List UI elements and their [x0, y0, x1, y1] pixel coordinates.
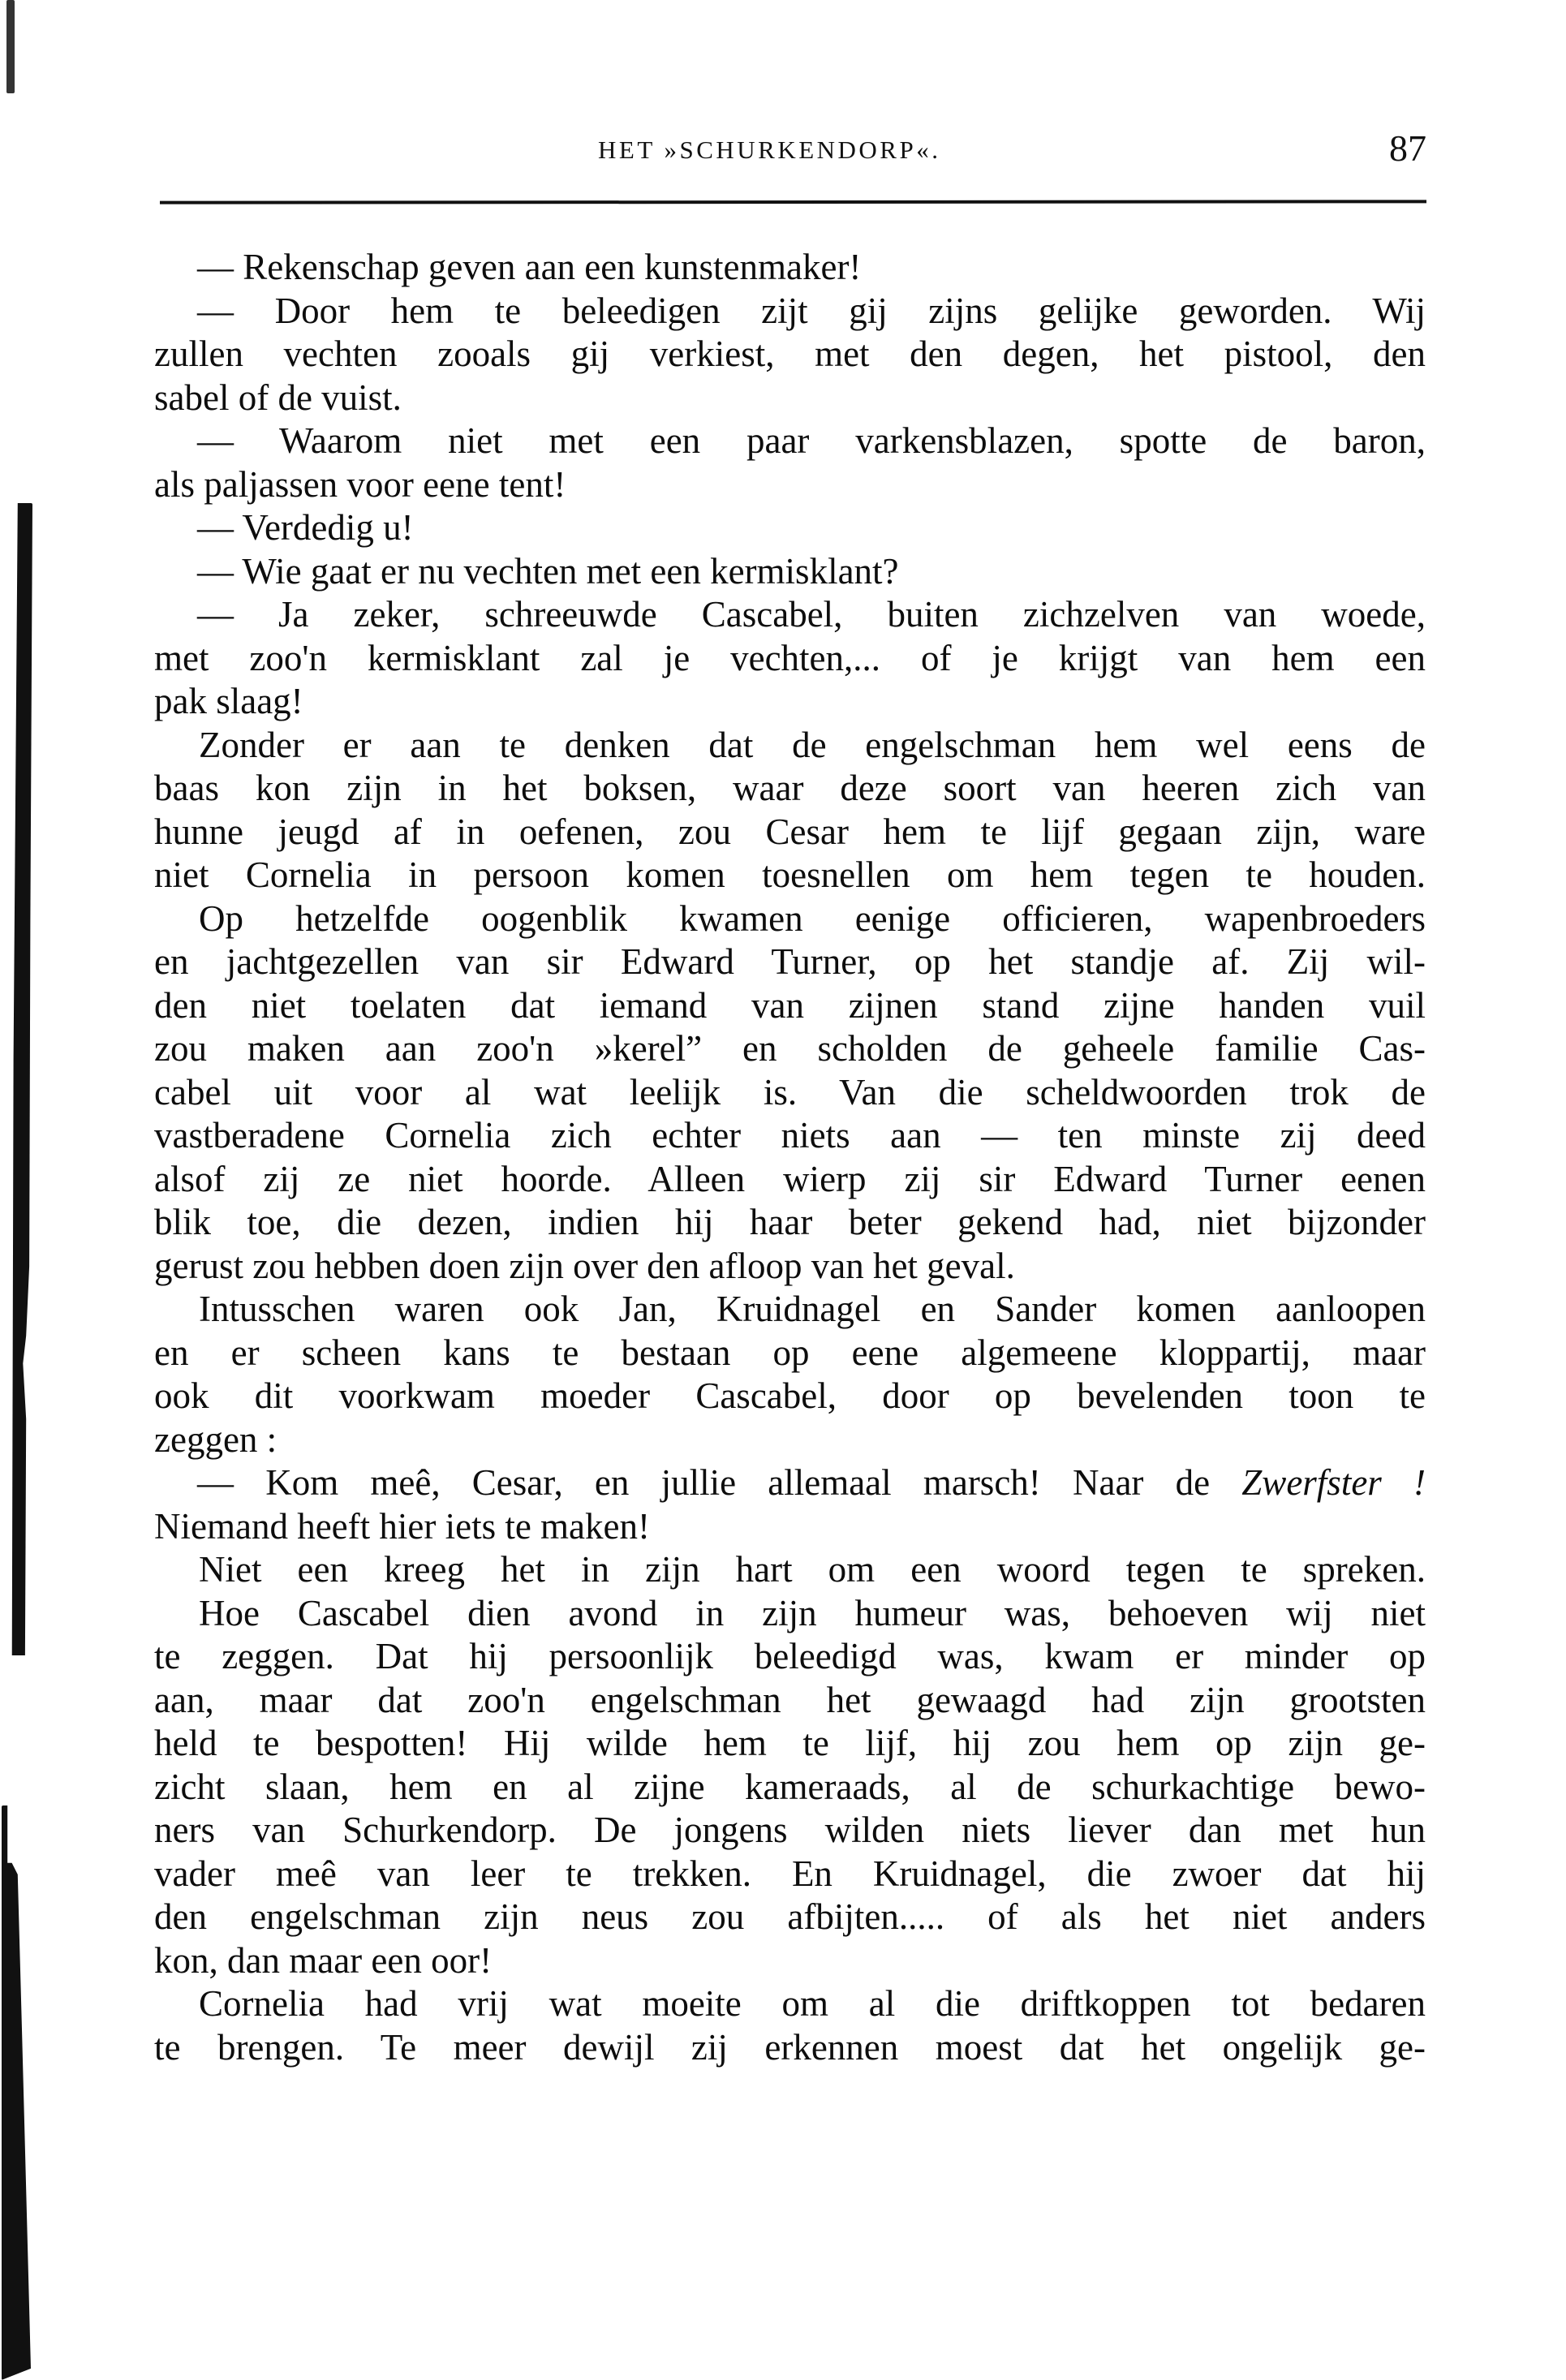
text-line-content: Hoe Cascabel dien avond in zijn humeur was, behoeven wij niet	[199, 1592, 1426, 1633]
text-line-content: Zonder er aan te denken dat de engelschman hem wel eens de	[199, 724, 1426, 765]
text-line-content: als paljassen voor eene tent!	[154, 463, 566, 505]
text-line	[154, 420, 1426, 463]
text-line-content: ook dit voorkwam moeder Cascabel, door op bevelenden toon te	[154, 1375, 1426, 1416]
text-line	[154, 1722, 1426, 1766]
text-line	[154, 637, 1426, 681]
text-line-content: zicht slaan, hem en al zijne kameraads, al de schurkachtige bewo-	[154, 1766, 1426, 1807]
text-line-content: vader meê van leer te trekken. En Kruidnagel, die zwoer dat hij	[154, 1853, 1426, 1894]
text-line	[154, 1071, 1426, 1115]
text-line	[154, 2026, 1426, 2070]
text-line	[154, 1332, 1426, 1375]
body-text	[154, 246, 1426, 2069]
text-line-content: den engelschman zijn neus zou afbijten..... of als het niet anders	[154, 1896, 1426, 1937]
text-line-content: hunne jeugd af in oefenen, zou Cesar hem te lijf gegaan zijn, ware	[154, 811, 1426, 852]
text-line-content: — Kom meê, Cesar, en jullie allemaal marsch! Naar de	[197, 1462, 1242, 1503]
text-line-content: Intusschen waren ook Jan, Kruidnagel en Sander komen aanloopen	[199, 1289, 1426, 1329]
text-line	[154, 1548, 1426, 1592]
text-line	[154, 1592, 1426, 1636]
text-line	[154, 550, 1426, 594]
text-line	[154, 1679, 1426, 1723]
text-line-content: Cornelia had vrij wat moeite om al die driftkoppen tot bedaren	[199, 1983, 1426, 2024]
text-line	[154, 333, 1426, 377]
text-line-content: — Verdedig u!	[197, 507, 414, 548]
text-line-content: en jachtgezellen van sir Edward Turner, op het standje af. Zij wil-	[154, 941, 1426, 982]
text-line-content: te zeggen. Dat hij persoonlijk beleedigd was, kwam er minder op	[154, 1636, 1426, 1676]
text-line	[154, 1114, 1426, 1158]
text-line-content: cabel uit voor al wat leelijk is. Van die scheldwoorden trok de	[154, 1071, 1426, 1113]
text-line	[154, 1375, 1426, 1418]
text-line	[154, 1288, 1426, 1332]
text-line-content: alsof zij ze niet hoorde. Alleen wierp zij sir Edward Turner eenen	[154, 1158, 1426, 1199]
binding-shadow-top	[6, 0, 15, 93]
text-line	[154, 1027, 1426, 1071]
text-line	[154, 1809, 1426, 1853]
text-line	[154, 246, 1426, 290]
text-line	[154, 1982, 1426, 2026]
text-line	[154, 1853, 1426, 1896]
text-line	[154, 724, 1426, 768]
text-line-content: Niet een kreeg het in zijn hart om een woord tegen te spreken.	[199, 1549, 1426, 1590]
text-line-content: held te bespotten! Hij wilde hem te lijf, hij zou hem op zijn ge-	[154, 1723, 1426, 1763]
text-line-content: — Rekenschap geven aan een kunstenmaker!	[197, 247, 862, 287]
text-line-content: kon, dan maar een oor!	[154, 1939, 493, 1981]
text-line-content: met zoo'n kermisklant zal je vechten,... of je krijgt van hem een	[154, 637, 1426, 678]
text-line-content: en er scheen kans te bestaan op eene algemeene kloppartij, maar	[154, 1332, 1426, 1373]
text-line	[154, 897, 1426, 941]
text-line	[154, 680, 1426, 724]
text-line	[154, 463, 1426, 507]
text-line-content: zullen vechten zooals gij verkiest, met den degen, het pistool, den	[154, 334, 1426, 374]
text-line	[154, 506, 1426, 550]
text-line	[154, 1245, 1426, 1289]
text-line-content: vastberadene Cornelia zich echter niets aan — ten minste zij deed	[154, 1115, 1426, 1156]
text-line	[154, 811, 1426, 854]
text-line	[154, 1461, 1426, 1505]
text-line	[154, 290, 1426, 334]
text-line	[154, 984, 1426, 1028]
text-line	[154, 1939, 1426, 1983]
text-line	[154, 1505, 1426, 1549]
italic-ship-name: Zwerfster !	[1241, 1462, 1426, 1503]
text-line-content: — Ja zeker, schreeuwde Cascabel, buiten zichzelven van woede,	[197, 594, 1426, 635]
text-line-content: Niemand heeft hier iets te maken!	[154, 1505, 650, 1547]
text-line-content: ners van Schurkendorp. De jongens wilden niets liever dan met hun	[154, 1810, 1426, 1850]
text-line	[154, 1158, 1426, 1202]
text-line-content: — Wie gaat er nu vechten met een kermisklant?	[197, 550, 899, 592]
text-line-content: blik toe, die dezen, indien hij haar beter gekend had, niet bijzonder	[154, 1202, 1426, 1242]
text-line	[154, 1418, 1426, 1462]
text-line-content: te brengen. Te meer dewijl zij erkennen moest dat het ongelijk ge-	[154, 2026, 1426, 2068]
text-line-content: niet Cornelia in persoon komen toesnellen om hem tegen te houden.	[154, 854, 1426, 895]
text-line-content: den niet toelaten dat iemand van zijnen stand zijne handen vuil	[154, 984, 1426, 1026]
text-line	[154, 854, 1426, 897]
text-line-content: zeggen :	[154, 1418, 277, 1460]
text-line-content: baas kon zijn in het boksen, waar deze soort van heeren zich van	[154, 768, 1426, 808]
page-number: 87	[1389, 127, 1426, 169]
text-line	[154, 1766, 1426, 1810]
text-line	[154, 1635, 1426, 1679]
text-line-content: — Waarom niet met een paar varkensblazen, spotte de baron,	[197, 420, 1426, 461]
text-line	[154, 593, 1426, 637]
text-line	[154, 767, 1426, 811]
text-line-content: — Door hem te beleedigen zijt gij zijns gelijke geworden. Wij	[197, 290, 1426, 331]
text-line-content: pak slaag!	[154, 681, 303, 721]
text-line	[154, 1896, 1426, 1939]
text-line-content: sabel of de vuist.	[154, 377, 402, 418]
text-line	[154, 377, 1426, 420]
text-line	[154, 940, 1426, 984]
text-line-content: gerust zou hebben doen zijn over den afloop van het geval.	[154, 1245, 1015, 1286]
text-line-content: Op hetzelfde oogenblik kwamen eenige officieren, wapenbroeders	[199, 897, 1426, 939]
text-line-content: aan, maar dat zoo'n engelschman het gewaagd had zijn grootsten	[154, 1679, 1426, 1720]
header-rule	[160, 200, 1426, 204]
running-head-title: HET »SCHURKENDORP«.	[598, 136, 941, 164]
text-line	[154, 1201, 1426, 1245]
text-line-content: zou maken aan zoo'n »kerel” en scholden de geheele familie Cas-	[154, 1028, 1426, 1069]
